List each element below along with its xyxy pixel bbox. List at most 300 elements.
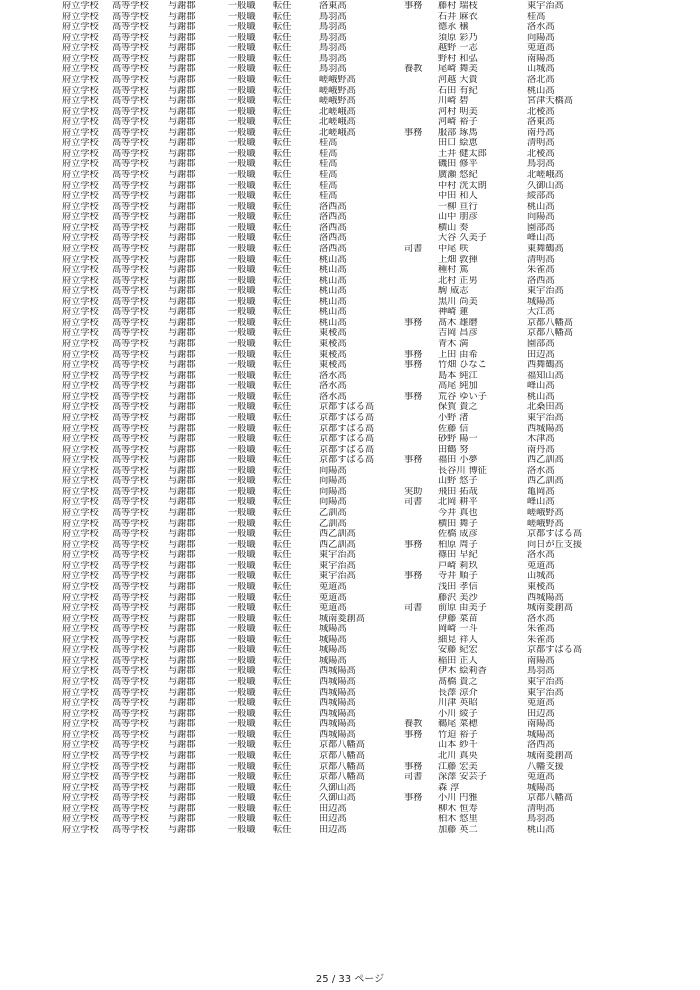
role-cell [404,783,438,794]
name-cell: 大谷 久美子 [438,233,487,244]
category-cell: 府立学校 [62,148,99,159]
job-class-cell: 一般職 [228,328,256,339]
name-cell: 寺井 順子 [438,571,478,582]
action-cell: 転任 [273,1,292,11]
role-cell: 事務 [404,1,423,11]
role-cell [404,22,438,33]
role-cell: 事務 [404,539,423,550]
region-cell: 与謝郡 [168,518,196,529]
school-type-cell: 高等学校 [112,159,149,170]
school-type-cell: 高等学校 [112,645,149,656]
region-cell: 与謝郡 [168,550,196,561]
region-cell: 与謝郡 [168,508,196,518]
table-row [62,371,617,382]
name-cell: 北村 正男 [438,275,478,286]
school-cell: 洛水高 [319,391,347,402]
school-cell: 莵道高 [319,592,347,603]
category-cell: 府立学校 [62,455,99,466]
job-class-cell: 一般職 [228,275,256,286]
role-cell [404,550,438,561]
job-class-cell: 一般職 [228,634,256,645]
previous-school-cell: 桃山高 [527,824,555,835]
role-cell [404,307,438,318]
action-cell: 転任 [273,476,292,487]
table-row [62,666,617,677]
role-cell [404,751,438,762]
category-cell: 府立学校 [62,560,99,571]
action-cell: 転任 [273,560,292,571]
action-cell: 転任 [273,138,292,149]
school-type-cell: 高等学校 [112,518,149,529]
school-cell: 洛東高 [319,1,347,11]
table-row [62,519,617,530]
job-class-cell: 一般職 [228,529,256,540]
region-cell: 与謝郡 [168,159,196,170]
action-cell: 転任 [273,159,292,170]
region-cell: 与謝郡 [168,265,196,276]
category-cell: 府立学校 [62,550,99,561]
table-row [62,571,617,582]
region-cell: 与謝郡 [168,708,196,719]
job-class-cell: 一般職 [228,381,256,392]
job-class-cell: 一般職 [228,307,256,318]
region-cell: 与謝郡 [168,106,196,117]
name-cell: 細見 祥人 [438,634,478,645]
name-cell: 田鶴 努 [438,444,469,455]
table-row [62,328,617,339]
name-cell: 野村 和弘 [438,53,478,64]
previous-school-cell: 西乙訓高 [527,476,564,487]
job-class-cell: 一般職 [228,402,256,413]
name-cell: 浅田 孝信 [438,581,478,592]
role-cell [404,328,438,339]
school-type-cell: 高等学校 [112,349,149,360]
school-type-cell: 高等学校 [112,11,149,22]
previous-school-cell: 亀岡高 [527,486,555,497]
school-type-cell: 高等学校 [112,508,149,518]
role-cell: 司書 [404,497,423,508]
role-cell [404,688,438,699]
role-cell [404,519,438,530]
action-cell: 転任 [273,381,292,392]
job-class-cell: 一般職 [228,127,256,138]
category-cell: 府立学校 [62,444,99,455]
category-cell: 府立学校 [62,402,99,413]
school-cell: 西城陽高 [319,666,356,677]
school-type-cell: 高等学校 [112,465,149,476]
school-type-cell: 高等学校 [112,782,149,793]
name-cell: 森 淳 [438,782,460,793]
previous-school-cell: 莵道高 [527,698,555,709]
previous-school-cell: 鳥羽高 [527,159,555,170]
school-cell: 鳥羽高 [319,11,347,22]
job-class-cell: 一般職 [228,740,256,751]
name-cell: 山本 紗千 [438,740,478,751]
category-cell: 府立学校 [62,22,99,33]
region-cell: 与謝郡 [168,381,196,392]
role-cell: 事務 [404,360,423,371]
role-cell [404,286,438,297]
previous-school-cell: 園部高 [527,222,555,233]
school-cell: 東稜高 [319,360,347,371]
role-cell: 事務 [404,349,423,360]
category-cell: 府立学校 [62,581,99,592]
action-cell: 転任 [273,85,292,96]
role-cell [404,413,438,424]
region-cell: 与謝郡 [168,43,196,54]
job-class-cell: 一般職 [228,814,256,825]
name-cell: 鵜尾 菜穂 [438,719,478,730]
job-class-cell: 一般職 [228,803,256,814]
region-cell: 与謝郡 [168,286,196,297]
name-cell: 保賀 貴之 [438,402,478,413]
school-type-cell: 高等学校 [112,719,149,730]
region-cell: 与謝郡 [168,11,196,22]
category-cell: 府立学校 [62,254,99,265]
name-cell: 長谷川 博征 [438,465,487,476]
previous-school-cell: 鳥羽高 [527,666,555,677]
school-type-cell: 高等学校 [112,64,149,75]
role-cell [404,339,438,350]
school-cell: 京都すばる高 [319,444,375,455]
table-row [62,434,617,445]
region-cell: 与謝郡 [168,761,196,772]
action-cell: 転任 [273,592,292,603]
category-cell: 府立学校 [62,381,99,392]
category-cell: 府立学校 [62,275,99,286]
action-cell: 転任 [273,74,292,85]
table-row [62,561,617,572]
school-cell: 桃山高 [319,307,347,318]
school-cell: 洛西高 [319,212,347,223]
table-row [62,96,617,107]
table-row [62,138,617,149]
action-cell: 転任 [273,339,292,349]
previous-school-cell: 洛水高 [527,550,555,561]
table-row [62,107,617,118]
school-cell: 鳥羽高 [319,53,347,64]
school-type-cell: 高等学校 [112,708,149,719]
school-type-cell: 高等学校 [112,275,149,286]
action-cell: 転任 [273,127,292,138]
job-class-cell: 一般職 [228,296,256,307]
school-cell: 洛西高 [319,233,347,244]
school-cell: 西城陽高 [319,708,356,719]
job-class-cell: 一般職 [228,117,256,128]
previous-school-cell: 朱雀高 [527,634,555,645]
category-cell: 府立学校 [62,159,99,170]
job-class-cell: 一般職 [228,423,256,434]
role-cell [404,476,438,487]
action-cell: 転任 [273,349,292,360]
action-cell: 転任 [273,508,292,518]
category-cell: 府立学校 [62,666,99,677]
role-cell [404,709,438,720]
name-cell: 田口 絵恵 [438,138,478,149]
school-type-cell: 高等学校 [112,486,149,497]
action-cell: 転任 [273,529,292,540]
job-class-cell: 一般職 [228,603,256,614]
action-cell: 転任 [273,772,292,783]
category-cell: 府立学校 [62,138,99,149]
school-type-cell: 高等学校 [112,740,149,751]
role-cell [404,645,438,656]
category-cell: 府立学校 [62,307,99,318]
job-class-cell: 一般職 [228,613,256,624]
name-cell: 北川 真央 [438,750,478,761]
action-cell: 転任 [273,803,292,814]
action-cell: 転任 [273,634,292,645]
job-class-cell: 一般職 [228,550,256,561]
action-cell: 転任 [273,391,292,402]
category-cell: 府立学校 [62,698,99,709]
role-cell: 司書 [404,243,423,254]
school-type-cell: 高等学校 [112,434,149,445]
school-cell: 城陽高 [319,624,347,635]
table-row [62,719,617,730]
name-cell: 青木 満 [438,339,469,349]
action-cell: 転任 [273,412,292,423]
role-cell: 実助 [404,486,423,497]
category-cell: 府立学校 [62,761,99,772]
job-class-cell: 一般職 [228,508,256,518]
region-cell: 与謝郡 [168,275,196,286]
action-cell: 転任 [273,613,292,624]
job-class-cell: 一般職 [228,191,256,202]
school-type-cell: 高等学校 [112,476,149,487]
previous-school-cell: 田辺高 [527,349,555,360]
school-cell: 東宇治高 [319,560,356,571]
table-row [62,117,617,128]
region-cell: 与謝郡 [168,370,196,381]
category-cell: 府立学校 [62,191,99,202]
school-cell: 乙訓高 [319,518,347,529]
school-type-cell: 高等学校 [112,265,149,276]
action-cell: 転任 [273,96,292,107]
school-cell: 西城陽高 [319,698,356,709]
action-cell: 転任 [273,317,292,328]
region-cell: 与謝郡 [168,138,196,149]
previous-school-cell: 東宇治高 [527,412,564,423]
job-class-cell: 一般職 [228,159,256,170]
action-cell: 転任 [273,677,292,687]
action-cell: 転任 [273,518,292,529]
region-cell: 与謝郡 [168,434,196,445]
action-cell: 転任 [273,824,292,835]
job-class-cell: 一般職 [228,560,256,571]
school-type-cell: 高等学校 [112,772,149,783]
region-cell: 与謝郡 [168,603,196,614]
previous-school-cell: 南陽高 [527,53,555,64]
region-cell: 与謝郡 [168,624,196,635]
table-row [62,339,617,350]
school-cell: 北嵯峨高 [319,127,356,138]
name-cell: 篠田 早紀 [438,550,478,561]
job-class-cell: 一般職 [228,782,256,793]
action-cell: 転任 [273,117,292,128]
table-row [62,159,617,170]
previous-school-cell: 北稜高 [527,148,555,159]
name-cell: 石井 麻衣 [438,11,478,22]
category-cell: 府立学校 [62,793,99,804]
school-cell: 田辺高 [319,814,347,825]
role-cell [404,159,438,170]
category-cell: 府立学校 [62,360,99,371]
school-type-cell: 高等学校 [112,497,149,508]
role-cell [404,297,438,308]
action-cell: 転任 [273,698,292,709]
previous-school-cell: 莵道高 [527,43,555,54]
role-cell: 養教 [404,64,423,75]
table-row [62,286,617,297]
category-cell: 府立学校 [62,349,99,360]
school-cell: 北嵯峨高 [319,117,356,128]
job-class-cell: 一般職 [228,434,256,445]
school-type-cell: 高等学校 [112,750,149,761]
category-cell: 府立学校 [62,286,99,297]
role-cell [404,75,438,86]
previous-school-cell: 東稜高 [527,581,555,592]
name-cell: 伊藤 菜苗 [438,613,478,624]
name-cell: 島本 純江 [438,370,478,381]
action-cell: 転任 [273,814,292,825]
region-cell: 与謝郡 [168,793,196,804]
job-class-cell: 一般職 [228,645,256,656]
previous-school-cell: 向日が丘支援 [527,539,583,550]
category-cell: 府立学校 [62,32,99,43]
name-cell: 神崎 蓮 [438,307,469,318]
category-cell: 府立学校 [62,729,99,740]
previous-school-cell: 清明高 [527,254,555,265]
name-cell: 佐藤 信 [438,423,469,434]
table-row [62,233,617,244]
job-class-cell: 一般職 [228,349,256,360]
action-cell: 転任 [273,212,292,223]
school-cell: 田辺高 [319,824,347,835]
table-row [62,170,617,181]
school-cell: 嵯峨野高 [319,96,356,107]
action-cell: 転任 [273,539,292,550]
region-cell: 与謝郡 [168,64,196,75]
name-cell: 稲田 正人 [438,655,478,666]
name-cell: 深澤 安芸子 [438,772,487,783]
table-row [62,751,617,762]
category-cell: 府立学校 [62,592,99,603]
category-cell: 府立学校 [62,222,99,233]
name-cell: 砂野 陽一 [438,434,478,445]
school-type-cell: 高等学校 [112,613,149,624]
previous-school-cell: 洛水高 [527,613,555,624]
table-row [62,181,617,192]
table-row [62,1,617,12]
school-cell: 京都八幡高 [319,750,365,761]
table-row [62,191,617,202]
table-row [62,688,617,699]
role-cell [404,814,438,825]
action-cell: 転任 [273,402,292,413]
region-cell: 与謝郡 [168,328,196,339]
job-class-cell: 一般職 [228,254,256,265]
name-cell: 尾崎 舞美 [438,64,478,75]
region-cell: 与謝郡 [168,339,196,349]
school-cell: 久御山高 [319,793,356,804]
table-row [62,202,617,213]
school-type-cell: 高等学校 [112,85,149,96]
table-row [62,297,617,308]
region-cell: 与謝郡 [168,740,196,751]
previous-school-cell: 北桑田高 [527,402,564,413]
region-cell: 与謝郡 [168,729,196,740]
school-type-cell: 高等学校 [112,233,149,244]
school-type-cell: 高等学校 [112,148,149,159]
region-cell: 与謝郡 [168,814,196,825]
role-cell [404,33,438,44]
category-cell: 府立学校 [62,11,99,22]
school-type-cell: 高等学校 [112,560,149,571]
role-cell [404,43,438,54]
role-cell [404,677,438,688]
category-cell: 府立学校 [62,117,99,128]
action-cell: 転任 [273,687,292,698]
category-cell: 府立学校 [62,687,99,698]
role-cell [404,265,438,276]
school-cell: 洛水高 [319,381,347,392]
region-cell: 与謝郡 [168,96,196,107]
region-cell: 与謝郡 [168,233,196,244]
category-cell: 府立学校 [62,243,99,254]
role-cell: 事務 [404,127,423,138]
school-cell: 東稜高 [319,328,347,339]
name-cell: 北岡 耕平 [438,497,478,508]
job-class-cell: 一般職 [228,719,256,730]
previous-school-cell: 南丹高 [527,444,555,455]
previous-school-cell: 城陽高 [527,296,555,307]
role-cell [404,445,438,456]
region-cell: 与謝郡 [168,613,196,624]
school-type-cell: 高等学校 [112,402,149,413]
job-class-cell: 一般職 [228,201,256,212]
table-row [62,445,617,456]
category-cell: 府立学校 [62,708,99,719]
role-cell [404,582,438,593]
region-cell: 与謝郡 [168,529,196,540]
previous-school-cell: 鳥羽高 [527,814,555,825]
school-type-cell: 高等学校 [112,455,149,466]
role-cell: 司書 [404,772,423,783]
previous-school-cell: 南陽高 [527,655,555,666]
previous-school-cell: 向陽高 [527,32,555,43]
table-row [62,244,617,255]
table-row [62,360,617,371]
school-cell: 西乙訓高 [319,539,356,550]
role-cell [404,614,438,625]
school-type-cell: 高等学校 [112,43,149,54]
name-cell: 磯田 修平 [438,159,478,170]
role-cell [404,202,438,213]
school-type-cell: 高等学校 [112,729,149,740]
school-cell: 久御山高 [319,782,356,793]
role-cell [404,635,438,646]
previous-school-cell: 嵯峨野高 [527,508,564,518]
category-cell: 府立学校 [62,53,99,64]
name-cell: 河崎 裕子 [438,117,478,128]
job-class-cell: 一般職 [228,317,256,328]
table-row [62,392,617,403]
region-cell: 与謝郡 [168,634,196,645]
category-cell: 府立学校 [62,624,99,635]
school-cell: 桃山高 [319,286,347,297]
job-class-cell: 一般職 [228,455,256,466]
